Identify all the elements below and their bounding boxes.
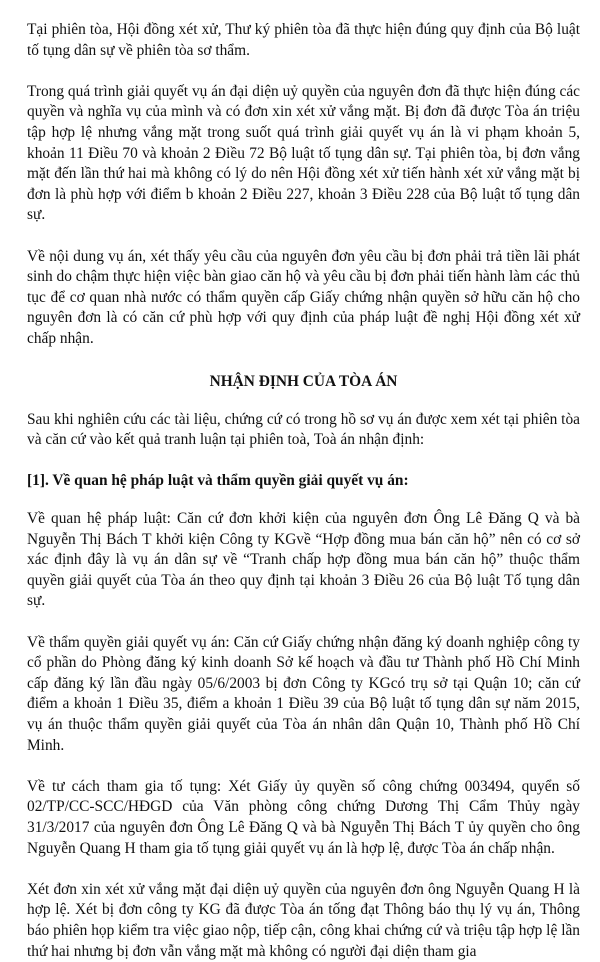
paragraph-court-procedure: Tại phiên tòa, Hội đồng xét xử, Thư ký phiên tòa đã thực hiện đúng quy định của Bộ luật tố tụng dân sự về phiên tòa sơ thẩm. (27, 21, 580, 59)
paragraph-prosecutor-opinion-content: Về nội dung vụ án, xét thấy yêu cầu của nguyên đơn yêu cầu bị đơn phải trả tiền lãi phát sinh do chậm thực hiện việc bàn giao căn hộ và yêu cầu bị đơn phải tiến hành làm các thủ tục để cơ quan nhà nước có thẩm quyền cấp Giấy chứng nhận quyền sở hữu căn hộ cho nguyên đơn là có căn cứ phù hợp với quy định của pháp luật đề nghị Hội đồng xét xử chấp nhận. (27, 247, 580, 347)
paragraph-prosecutor-opinion-procedure: Trong quá trình giải quyết vụ án đại diện uỷ quyền của nguyên đơn đã thực hiện đúng các quyền và nghĩa vụ của mình và có đơn xin xét xử vắng mặt. Bị đơn đã được Tòa án triệu tập hợp lệ nhưng vắng mặt trong suốt quá trình giải quyết vụ án là vi phạm khoản 5, khoản 11 Điều 70 và khoản 2 Điều 72 Bộ luật tố tụng dân sự. Tại phiên tòa, bị đơn vắng mặt đến lần thứ hai mà không có lý do nên Hội đồng xét xử tiến hành xét xử vắng mặt bị đơn là phù hợp với điểm b khoản 2 Điều 227, khoản 3 Điều 228 của Bộ luật tố tụng dân sự. (27, 82, 580, 224)
section-heading: NHẬN ĐỊNH CỦA TÒA ÁN (209, 373, 398, 391)
paragraph-intro: Sau khi nghiên cứu các tài liệu, chứng cứ có trong hồ sơ vụ án được xem xét tại phiên tòa và căn cứ vào kết quả tranh luận tại phiên toà, Toà án nhận định: (27, 410, 580, 449)
paragraph-jurisdiction: Về thẩm quyền giải quyết vụ án: Căn cứ Giấy chứng nhận đăng ký doanh nghiệp công ty cổ phần do Phòng đăng ký kinh doanh Sở kế hoạch và đầu tư Thành phố Hồ Chí Minh cấp đăng ký lần đầu ngày 05/6/2003 bị đơn Công ty KGcó trụ sở tại Quận 10; căn cứ điểm a khoản 1 Điều 35, điểm a khoản 1 Điều 39 của Bộ luật tố tụng dân sự năm 2015, vụ án thuộc thẩm quyền giải quyết của Tòa án nhân dân Quận 10, Thành phố Hồ Chí Minh. (27, 633, 580, 754)
paragraph-absence-request: Xét đơn xin xét xử vắng mặt đại diện uỷ quyền của nguyên đơn ông Nguyễn Quang H là hợp lệ. Xét bị đơn công ty KG đã được Tòa án tống đạt Thông báo thụ lý vụ án, Thông báo phiên họp kiểm tra việc giao nộp, tiếp cận, công khai chứng cứ và triệu tập hợp lệ lần thứ hai nhưng bị đơn vẫn vắng mặt mà không có người đại diện tham gia (27, 880, 580, 960)
section-1-title: [1]. Về quan hệ pháp luật và thẩm quyền giải quyết vụ án: (27, 472, 409, 490)
paragraph-legal-relationship: Về quan hệ pháp luật: Căn cứ đơn khởi kiện của nguyên đơn Ông Lê Đăng Q và bà Nguyễn Thị Bách T khởi kiện Công ty KGvề “Hợp đồng mua bán căn hộ” nên có cơ sở xác định đây là vụ án dân sự về “Tranh chấp hợp đồng mua bán căn hộ” thuộc thẩm quyền giải quyết của Tòa án theo quy định tại khoản 3 Điều 26 của Bộ luật Tố tụng dân sự. (27, 510, 580, 610)
paragraph-standing: Về tư cách tham gia tố tụng: Xét Giấy ủy quyền số công chứng 003494, quyển số 02/TP/CC-SCC/HĐGD của Văn phòng công chứng Dương Thị Cẩm Thủy ngày 31/3/2017 của nguyên đơn Ông Lê Đăng Q và bà Nguyễn Thị Bách T ủy quyền cho ông Nguyễn Quang H tham gia tố tụng giải quyết vụ án là hợp lệ, được Tòa án chấp nhận. (27, 777, 580, 857)
